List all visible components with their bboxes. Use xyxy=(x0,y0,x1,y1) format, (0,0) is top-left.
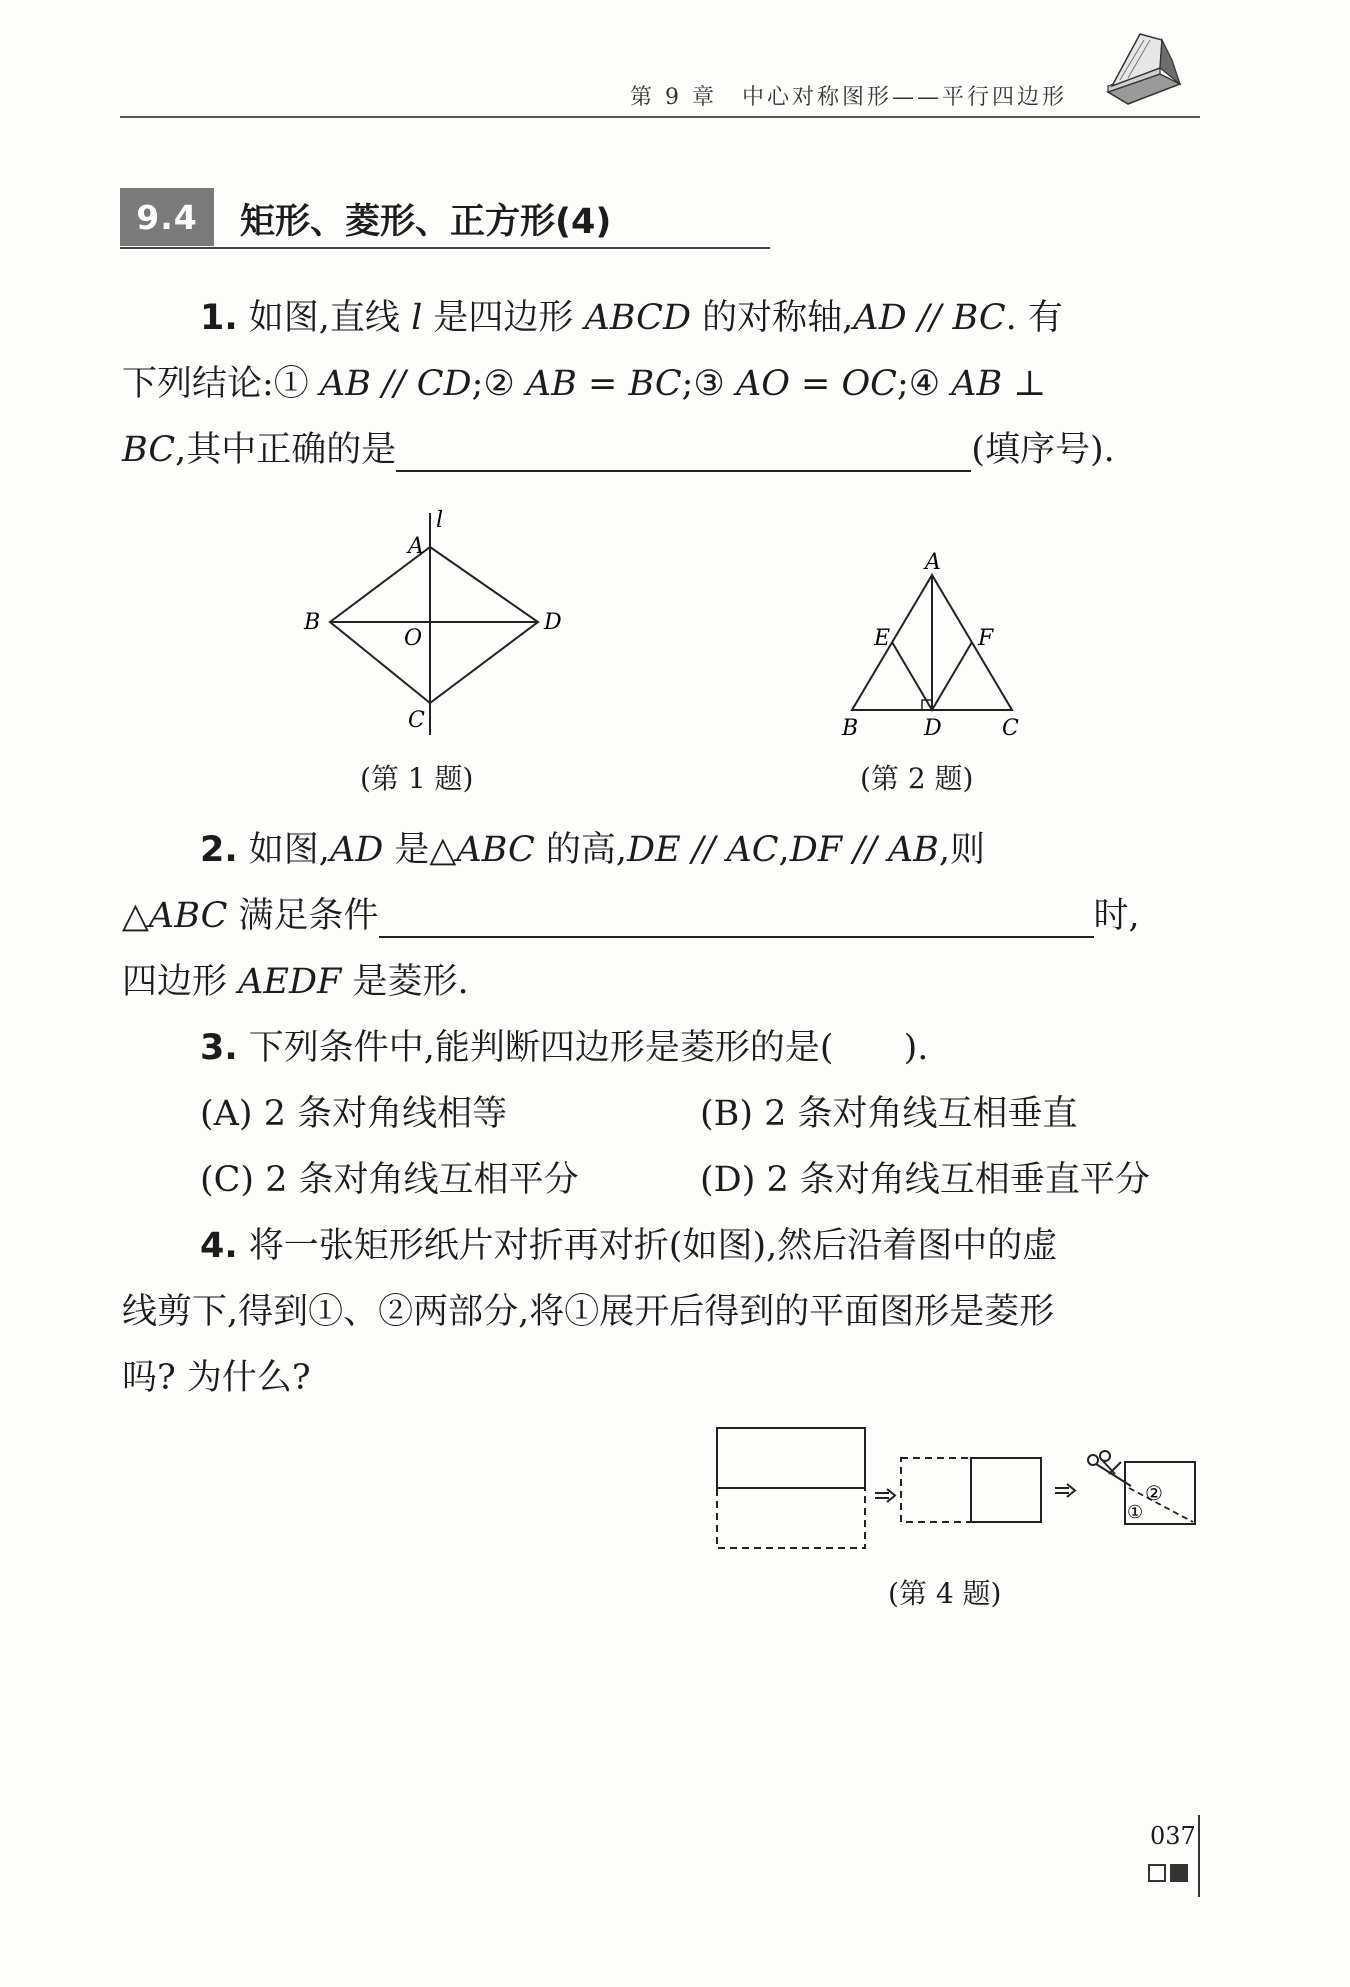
q4-line-1 xyxy=(200,1224,1057,1268)
q3-option-b[interactable]: (B) 2 条对角线互相垂直 xyxy=(700,1094,1078,1134)
q3-option-a[interactable]: (A) 2 条对角线相等 xyxy=(200,1094,508,1134)
math-var: ABC xyxy=(456,830,535,870)
text: 下列结论:① xyxy=(122,364,320,404)
text: ;④ xyxy=(896,364,952,404)
q1-line-1 xyxy=(200,296,1063,340)
answer-blank[interactable] xyxy=(396,434,971,472)
q4-number: 4. xyxy=(200,1226,238,1266)
folded-left-dashed xyxy=(901,1458,971,1522)
label-c: C xyxy=(408,708,425,733)
figure-4-caption: (第 4 题) xyxy=(888,1577,1002,1610)
label-part-2: ② xyxy=(1145,1481,1163,1505)
page-number: 037 xyxy=(1150,1822,1196,1850)
q2-line-3 xyxy=(122,960,469,1004)
text: 是四边形 xyxy=(422,298,585,338)
label-d: D xyxy=(544,610,562,635)
figure-1-caption: (第 1 题) xyxy=(360,762,474,795)
math-expr: DF // AB xyxy=(789,830,939,870)
book-icon xyxy=(1100,30,1190,110)
paper-top-half xyxy=(717,1428,865,1488)
math-expr: AO = OC xyxy=(735,364,897,404)
label-e: E xyxy=(874,626,891,651)
paper-bottom-half-dashed xyxy=(717,1488,865,1548)
header-rule xyxy=(120,116,1200,118)
math-expr: DE // AC xyxy=(627,830,779,870)
text: 四边形 xyxy=(122,962,239,1002)
text: △ xyxy=(122,896,149,936)
math-var: AD xyxy=(329,830,384,870)
text: ;② xyxy=(471,364,526,404)
math-var: ABC xyxy=(148,896,228,936)
q3-number: 3. xyxy=(200,1028,238,1068)
text: 如图,直线 xyxy=(248,298,412,338)
math-expr: AB // CD xyxy=(319,364,472,404)
footer-rule xyxy=(1198,1815,1200,1897)
math-var: BC xyxy=(122,430,176,470)
label-b: B xyxy=(842,716,859,741)
label-c: C xyxy=(1002,716,1019,741)
math-var: ABCD xyxy=(584,298,692,338)
q4-line-3: 吗? 为什么? xyxy=(122,1358,311,1398)
folded-right xyxy=(971,1458,1041,1522)
label-o: O xyxy=(404,626,423,651)
label-b: B xyxy=(304,610,321,635)
text: 是△ xyxy=(383,830,457,870)
text: 将一张矩形纸片对折再对折(如图),然后沿着图中的虚 xyxy=(248,1226,1058,1266)
text: 满足条件 xyxy=(227,896,379,936)
math-var: l xyxy=(411,298,423,338)
running-head: 第 9 章 中心对称图形——平行四边形 xyxy=(630,85,1067,110)
q4-line-2: 线剪下,得到①、②两部分,将①展开后得到的平面图形是菱形 xyxy=(122,1292,1055,1332)
text: 下列条件中,能判断四边形是菱形的是( ). xyxy=(248,1028,929,1068)
text: ;③ xyxy=(681,364,736,404)
label-a: A xyxy=(925,550,941,575)
math-var: AEDF xyxy=(238,962,342,1002)
text: . 有 xyxy=(1005,298,1063,338)
text: 是菱形. xyxy=(341,962,469,1002)
q1-line-3 xyxy=(122,428,1115,472)
q2-number: 2. xyxy=(200,830,238,870)
q2-line-1 xyxy=(200,828,985,872)
text: 时, xyxy=(1093,896,1140,936)
quadrilateral-abcd xyxy=(330,547,538,703)
text: 的对称轴, xyxy=(691,298,854,338)
label-d: D xyxy=(924,716,942,741)
text: (填序号). xyxy=(971,430,1115,470)
figure-2-diagram xyxy=(830,545,1040,745)
label-part-1: ① xyxy=(1127,1502,1144,1523)
text: , xyxy=(778,830,790,870)
math-expr: AB ⊥ xyxy=(951,364,1047,404)
q3-option-d[interactable]: (D) 2 条对角线互相垂直平分 xyxy=(700,1160,1150,1200)
figure-2-caption: (第 2 题) xyxy=(860,762,974,795)
q2-line-2 xyxy=(122,894,1140,938)
footer-box-empty-icon xyxy=(1148,1864,1166,1882)
section-title: 矩形、菱形、正方形(4) xyxy=(240,202,612,242)
q1-number: 1. xyxy=(200,298,238,338)
q1-line-2 xyxy=(122,362,1046,406)
section-number: 9.4 xyxy=(120,188,214,246)
figure-4-diagram xyxy=(705,1418,1205,1568)
math-expr: AD // BC xyxy=(853,298,1006,338)
label-f: F xyxy=(978,626,994,651)
section-rule xyxy=(120,247,770,249)
q3-stem xyxy=(200,1026,928,1070)
label-a: A xyxy=(408,534,424,559)
arrow-icon xyxy=(1055,1484,1075,1497)
q3-option-c[interactable]: (C) 2 条对角线互相平分 xyxy=(200,1160,579,1200)
text: ,则 xyxy=(938,830,986,870)
text: ,其中正确的是 xyxy=(175,430,397,470)
label-l: l xyxy=(436,508,444,533)
text: 如图, xyxy=(248,830,330,870)
arrow-icon xyxy=(875,1489,895,1502)
footer-box-filled-icon xyxy=(1170,1864,1188,1882)
text: 的高, xyxy=(534,830,628,870)
figure-1-diagram xyxy=(290,505,580,745)
answer-blank[interactable] xyxy=(379,900,1094,938)
math-expr: AB = BC xyxy=(525,364,682,404)
